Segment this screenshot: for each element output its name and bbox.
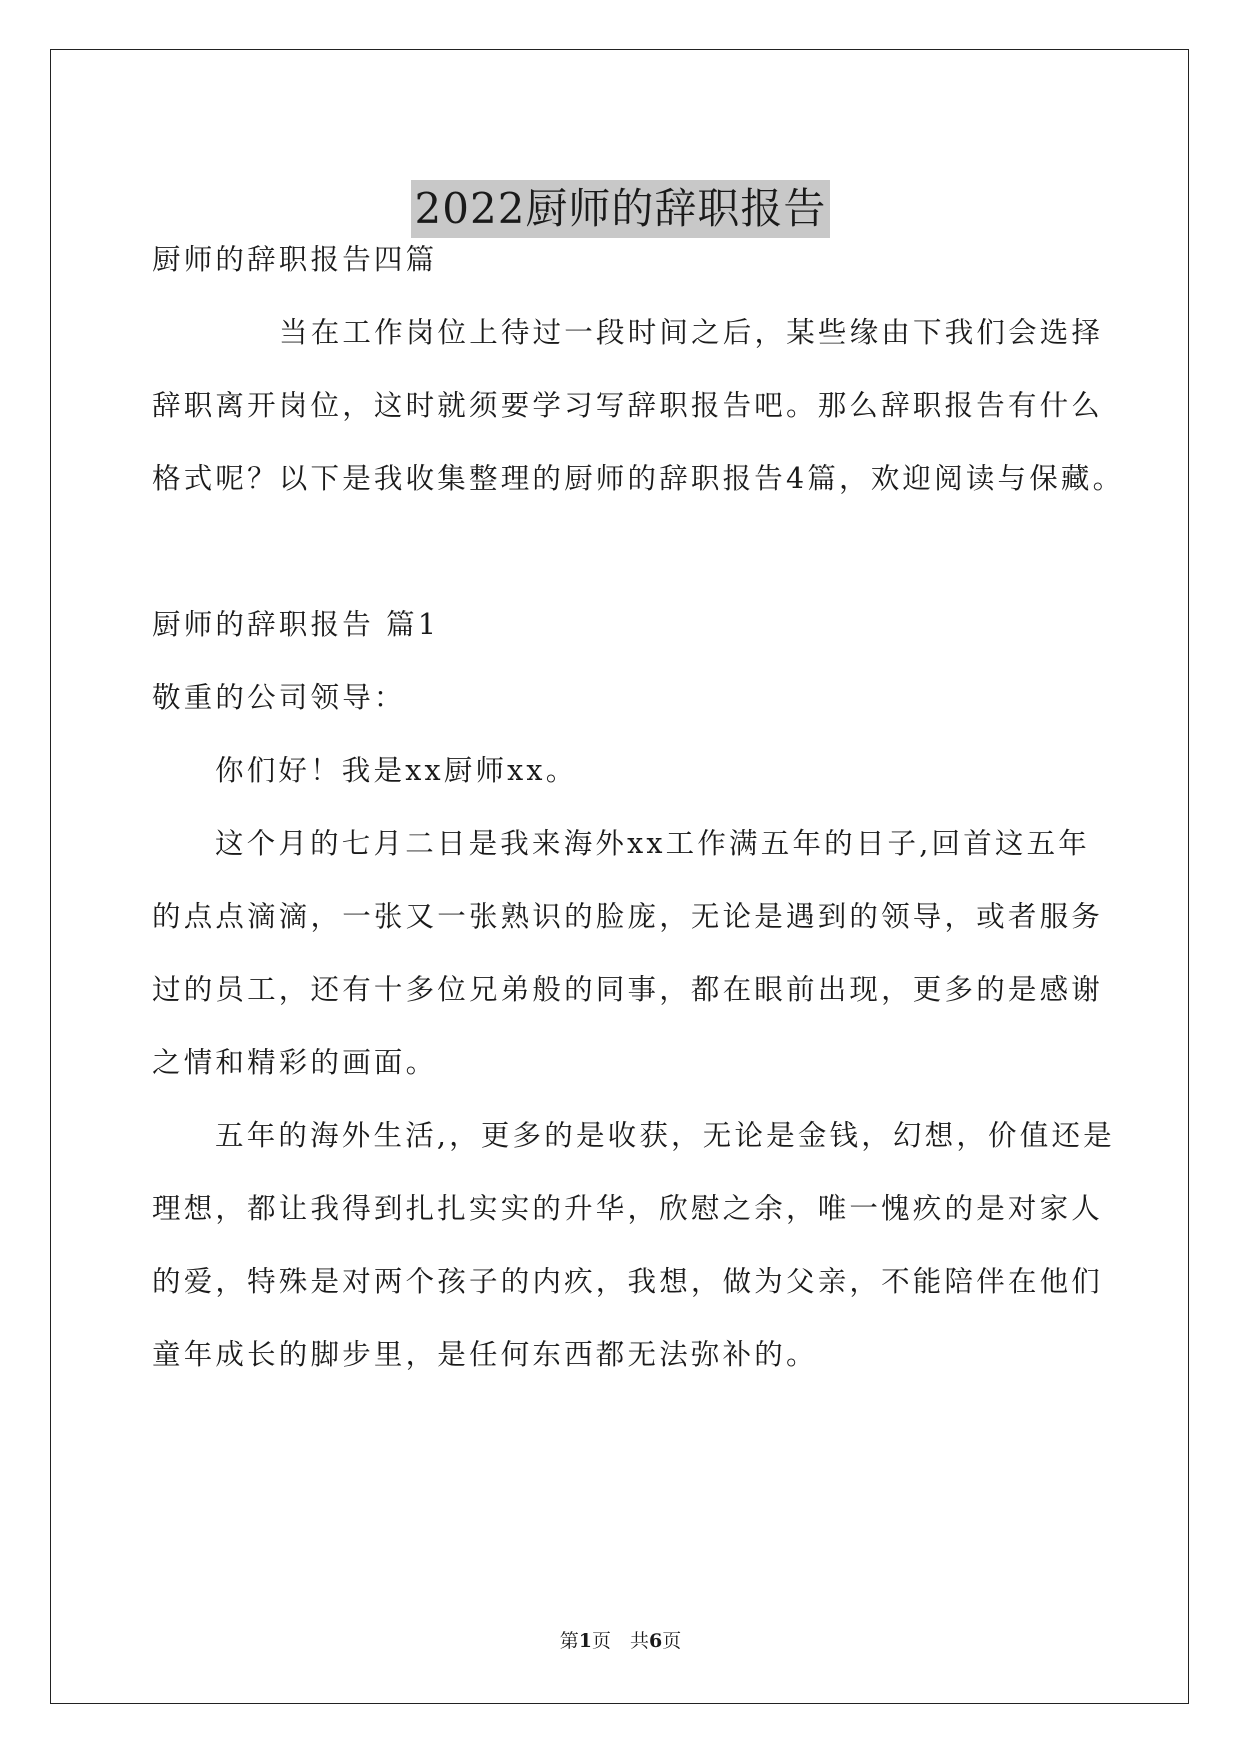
section-heading: 厨师的辞职报告 篇1 (152, 608, 440, 641)
paragraph2-line-1: 五年的海外生活,，更多的是收获，无论是金钱，幻想，价值还是 (215, 1119, 1115, 1152)
salutation: 敬重的公司领导： (152, 681, 406, 714)
paragraph2-line-2: 理想，都让我得到扎扎实实的升华，欣慰之余，唯一愧疚的是对家人 (152, 1192, 1104, 1225)
footer-page-mid: 页 共 (591, 1630, 649, 1652)
footer-page-current: 1 (578, 1630, 592, 1652)
footer-page-prefix: 第 (559, 1630, 579, 1652)
document-title: 2022厨师的辞职报告 (411, 180, 831, 238)
page-border (50, 49, 1189, 1704)
paragraph1-line-2: 的点点滴滴，一张又一张熟识的脸庞，无论是遇到的领导，或者服务 (152, 900, 1104, 933)
intro-line-2: 辞职离开岗位，这时就须要学习写辞职报告吧。那么辞职报告有什么 (152, 389, 1104, 422)
document-subtitle: 厨师的辞职报告四篇 (152, 243, 438, 276)
paragraph1-line-3: 过的员工，还有十多位兄弟般的同事，都在眼前出现，更多的是感谢 (152, 973, 1104, 1006)
paragraph2-line-4: 童年成长的脚步里，是任何东西都无法弥补的。 (152, 1338, 818, 1371)
paragraph1-line-1: 这个月的七月二日是我来海外xx工作满五年的日子,回首这五年 (215, 827, 1091, 860)
intro-line-3: 格式呢？以下是我收集整理的厨师的辞职报告4篇，欢迎阅读与保藏。 (152, 462, 1125, 495)
paragraph2-line-3: 的爱，特殊是对两个孩子的内疚，我想，做为父亲，不能陪伴在他们 (152, 1265, 1104, 1298)
footer-page-total: 6 (649, 1630, 663, 1652)
greeting: 你们好！我是xx厨师xx。 (215, 754, 578, 787)
page-footer (0, 1629, 1241, 1653)
footer-page-suffix: 页 (662, 1630, 682, 1652)
intro-line-1: 当在工作岗位上待过一段时间之后，某些缘由下我们会选择 (279, 316, 1104, 349)
paragraph1-line-4: 之情和精彩的画面。 (152, 1046, 438, 1079)
